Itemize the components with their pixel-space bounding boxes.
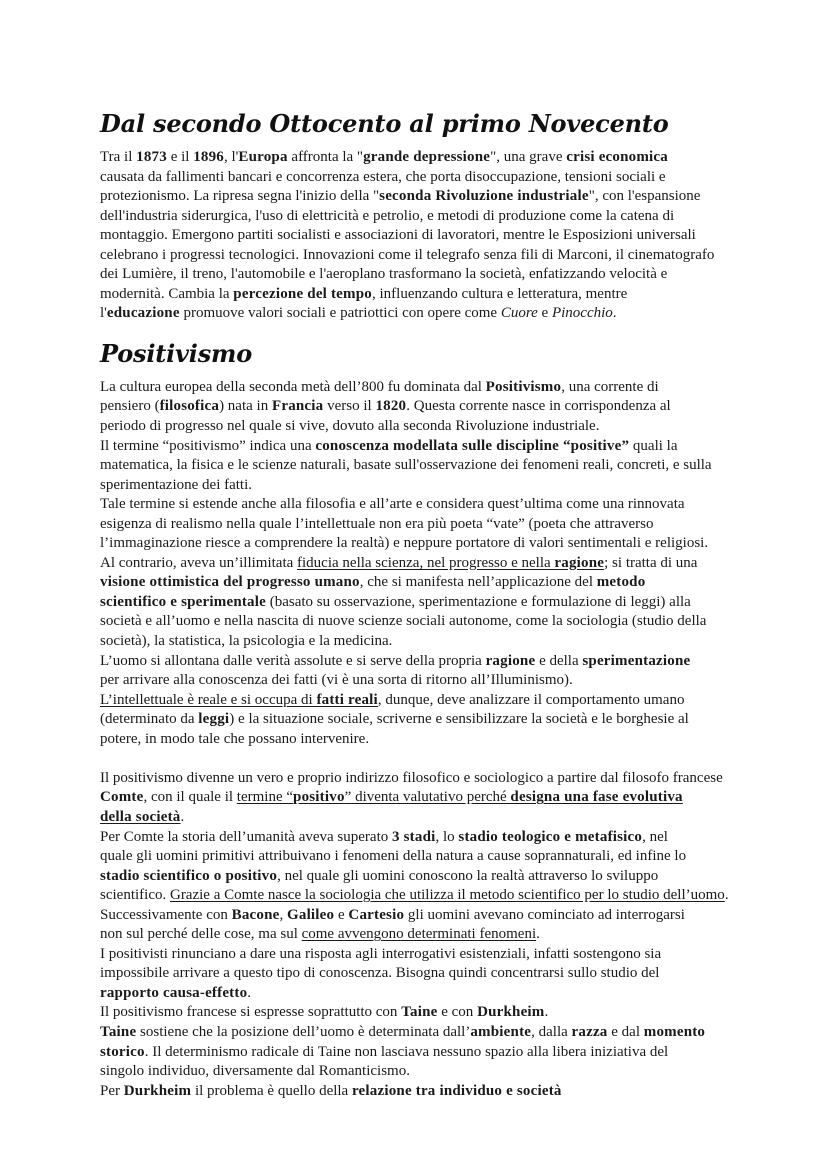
text-line bbox=[100, 984, 740, 1004]
bold-text: Comte bbox=[100, 789, 144, 806]
text-run: , una corrente di bbox=[561, 378, 659, 395]
underlined-text: fiducia nella scienza, nel progresso e nella bbox=[297, 554, 555, 571]
paragraph bbox=[100, 378, 740, 1101]
bold-text: designa una fase evolutiva bbox=[510, 789, 683, 806]
bold-text: 1873 bbox=[136, 149, 167, 165]
text-line bbox=[100, 417, 740, 437]
text-run: . bbox=[724, 887, 729, 904]
text-line bbox=[100, 632, 740, 652]
text-line bbox=[100, 1003, 740, 1023]
text-run: singolo individuo, diversamente dal Romanticismo. bbox=[100, 1063, 410, 1080]
text-run: Il positivismo francese si espresse soprattutto con bbox=[100, 1004, 402, 1021]
bold-text: sperimentazione bbox=[582, 652, 691, 669]
text-run: gli uomini avevano cominciato ad interrogarsi bbox=[404, 906, 685, 923]
text-run: quale gli uomini primitivi attribuivano i fenomeni della natura a cause soprannaturali, ed infine lo bbox=[100, 848, 687, 865]
text-run: , con il quale il bbox=[143, 789, 237, 806]
bold-text: ragione bbox=[485, 652, 536, 669]
text-run: Il positivismo divenne un vero e proprio indirizzo filosofico e sociologico a partire dal filosofo francese bbox=[100, 769, 723, 786]
text-line bbox=[100, 573, 740, 593]
text-run: L’uomo si allontana dalle verità assolute e si serve della propria bbox=[100, 652, 486, 669]
text-line bbox=[100, 168, 740, 188]
bold-text: grande depressione bbox=[363, 149, 491, 165]
text-run: affronta la " bbox=[287, 149, 364, 165]
text-run: protezionismo. La ripresa segna l'inizio della " bbox=[100, 188, 380, 205]
text-run: società e all’uomo e nella nascita di nuove scienze sociali autonome, come la sociologia (studio della bbox=[100, 613, 707, 630]
text-line bbox=[100, 691, 740, 711]
text-run: esigenza di realismo nella quale l’intellettuale non era più poeta “vate” (poeta che attraverso bbox=[100, 515, 654, 532]
bold-text: Cartesio bbox=[348, 906, 405, 923]
bold-text: razza bbox=[571, 1023, 608, 1040]
text-run: , bbox=[279, 906, 287, 923]
text-run: montaggio. Emergono partiti socialisti e associazioni di lavoratori, mentre le Esposizioni universali bbox=[100, 227, 696, 244]
text-run: quali la bbox=[629, 437, 678, 454]
text-line bbox=[100, 265, 740, 285]
text-line bbox=[100, 495, 740, 515]
bold-text: crisi economica bbox=[566, 149, 668, 165]
bold-text: metodo bbox=[596, 574, 646, 591]
text-line bbox=[100, 652, 740, 672]
text-run: , dalla bbox=[531, 1023, 572, 1040]
bold-text: Positivismo bbox=[485, 378, 562, 395]
text-line bbox=[100, 207, 740, 227]
text-run: e bbox=[537, 305, 552, 322]
text-run: . bbox=[247, 984, 252, 1001]
text-line bbox=[100, 945, 740, 965]
bold-text: visione ottimistica del progresso umano bbox=[100, 574, 360, 591]
text-line bbox=[100, 534, 740, 554]
text-run: I positivisti rinunciano a dare una risposta agli interrogativi esistenziali, infatti sostengono sia bbox=[100, 945, 662, 962]
text-line bbox=[100, 671, 740, 691]
text-run: sostiene che la posizione dell’uomo è determinata dall’ bbox=[136, 1023, 471, 1040]
text-run: , influenzando cultura e letteratura, mentre bbox=[371, 285, 628, 302]
text-line bbox=[100, 1082, 740, 1102]
text-run: società), la statistica, la psicologia e la medicina. bbox=[100, 633, 393, 650]
text-run: ) nata in bbox=[219, 398, 272, 415]
text-line bbox=[100, 515, 740, 535]
text-line bbox=[100, 187, 740, 207]
text-run: Tra il bbox=[100, 149, 137, 165]
text-run: . Questa corrente nasce in corrispondenza al bbox=[406, 398, 671, 415]
text-run: sperimentazione dei fatti. bbox=[100, 476, 253, 493]
text-line bbox=[100, 886, 740, 906]
bold-text: Galileo bbox=[287, 906, 335, 923]
bold-text: Taine bbox=[100, 1023, 137, 1040]
text-run: (determinato da bbox=[100, 711, 199, 728]
text-run: , dunque, deve analizzare il comportamento umano bbox=[377, 691, 685, 708]
text-line bbox=[100, 285, 740, 305]
text-run: , lo bbox=[435, 828, 459, 845]
bold-text: ambiente bbox=[470, 1023, 532, 1040]
bold-text: 3 stadi bbox=[392, 828, 436, 845]
text-run: . Il determinismo radicale di Taine non lasciava nessuno spazio alla libera iniziativa del bbox=[144, 1043, 669, 1060]
text-line bbox=[100, 769, 740, 789]
text-line bbox=[100, 612, 740, 632]
bold-text: filosofica bbox=[159, 398, 220, 415]
text-run: e bbox=[334, 906, 349, 923]
text-line bbox=[100, 906, 740, 926]
text-run: ; si tratta di una bbox=[604, 554, 698, 571]
text-run: pensiero ( bbox=[100, 398, 160, 415]
bold-text: rapporto causa-effetto bbox=[100, 984, 248, 1001]
text-line bbox=[100, 867, 740, 887]
text-line bbox=[100, 808, 740, 828]
bold-text: ragione bbox=[554, 554, 605, 571]
text-run: dei Lumière, il treno, l'automobile e l'aeroplano trasformano la società, enfatizzando velocità e bbox=[100, 266, 668, 283]
paragraph bbox=[100, 148, 740, 324]
text-line bbox=[100, 456, 740, 476]
text-line bbox=[100, 378, 740, 398]
text-run: Tale termine si estende anche alla filosofia e all’arte e considera quest’ultima come una rinnovata bbox=[100, 496, 685, 513]
underlined-text: L’intellettuale è reale e si occupa di bbox=[100, 691, 317, 708]
text-run: causata da fallimenti bancari e concorrenza estera, che porta disoccupazione, tensioni sociali e bbox=[100, 168, 666, 185]
text-run: matematica, la fisica e le scienze naturali, basate sull'osservazione dei fenomeni reali, concreti, e sulla bbox=[100, 457, 712, 474]
text-run: celebrano i progressi tecnologici. Innovazioni come il telegrafo senza fili di Marconi, il cinematografo bbox=[100, 246, 715, 263]
text-run: . bbox=[612, 305, 617, 322]
text-line bbox=[100, 710, 740, 730]
text-run: per arrivare alla conoscenza dei fatti (vi è una sorta di ritorno all’Illuminismo). bbox=[100, 672, 573, 689]
text-line bbox=[100, 730, 740, 750]
bold-text: 1896 bbox=[193, 149, 224, 165]
bold-text: percezione del tempo bbox=[233, 285, 372, 302]
bold-text: relazione tra individuo e società bbox=[351, 1082, 562, 1099]
text-line bbox=[100, 964, 740, 984]
text-run: il problema è quello della bbox=[191, 1082, 352, 1099]
bold-text: fatti reali bbox=[316, 691, 378, 708]
text-line bbox=[100, 437, 740, 457]
text-run: Il termine “positivismo” indica una bbox=[100, 437, 316, 454]
bold-text: stadio scientifico o positivo bbox=[100, 867, 278, 884]
bold-text: Bacone bbox=[231, 906, 280, 923]
text-run: , l' bbox=[224, 149, 239, 165]
text-line bbox=[100, 1062, 740, 1082]
text-line bbox=[100, 226, 740, 246]
text-run: Successivamente con bbox=[100, 906, 232, 923]
text-line bbox=[100, 925, 740, 945]
text-line bbox=[100, 246, 740, 266]
document-page bbox=[100, 106, 740, 1101]
section-heading: Positivismo bbox=[100, 338, 253, 368]
text-line bbox=[100, 828, 740, 848]
bold-text: Francia bbox=[271, 398, 324, 415]
section-heading: Dal secondo Ottocento al primo Novecento bbox=[100, 109, 669, 138]
bold-text: storico bbox=[100, 1043, 145, 1060]
bold-text: educazione bbox=[106, 305, 180, 322]
text-run: (basato su osservazione, sperimentazione e formulazione di leggi) alla bbox=[265, 593, 691, 610]
bold-text: stadio teologico e metafisico bbox=[458, 828, 643, 845]
text-run: Per bbox=[100, 1082, 124, 1099]
text-run: e della bbox=[535, 652, 583, 669]
text-run: scientifico. bbox=[100, 887, 170, 904]
text-run: La cultura europea della seconda metà dell’800 fu dominata dal bbox=[100, 378, 486, 395]
text-line bbox=[100, 749, 740, 769]
bold-text: leggi bbox=[198, 711, 230, 728]
text-line bbox=[100, 788, 740, 808]
text-line bbox=[100, 593, 740, 613]
underlined-text: termine “ bbox=[236, 789, 294, 806]
text-run: promuove valori sociali e patriottici con opere come bbox=[179, 305, 501, 322]
text-run: ", con l'espansione bbox=[588, 188, 701, 205]
text-run: e con bbox=[437, 1004, 478, 1021]
bold-text: Durkheim bbox=[477, 1004, 545, 1021]
text-run: l' bbox=[100, 305, 107, 322]
bold-text: Taine bbox=[401, 1004, 438, 1021]
text-run: ", una grave bbox=[490, 149, 567, 165]
italic-text: Pinocchio bbox=[551, 305, 613, 322]
text-run: . bbox=[544, 1004, 549, 1021]
bold-text: Europa bbox=[238, 149, 288, 165]
text-run: non sul perché delle cose, ma sul bbox=[100, 926, 302, 943]
text-line bbox=[100, 1043, 740, 1063]
text-run: , nel quale gli uomini conoscono la realtà attraverso lo sviluppo bbox=[277, 867, 659, 884]
text-run: periodo di progresso nel quale si vive, dovuto alla seconda Rivoluzione industriale. bbox=[100, 418, 600, 435]
text-run: , nel bbox=[642, 828, 668, 845]
bold-text: momento bbox=[643, 1023, 706, 1040]
text-run: . bbox=[536, 926, 540, 943]
text-run: impossibile arrivare a questo tipo di conoscenza. Bisogna quindi concentrarsi sullo studio del bbox=[100, 965, 660, 982]
bold-text: scientifico e sperimentale bbox=[100, 593, 266, 610]
italic-text: Cuore bbox=[500, 305, 538, 322]
text-line bbox=[100, 148, 740, 168]
text-run: l’immaginazione riesce a comprendere la realtà) e neppure portatore di valori sentimentali e religiosi. bbox=[100, 535, 709, 552]
text-run: e il bbox=[166, 149, 194, 165]
text-run: potere, in modo tale che possano intervenire. bbox=[100, 730, 370, 747]
text-run: verso il bbox=[323, 398, 376, 415]
bold-text: positivo bbox=[293, 789, 345, 806]
text-run: . bbox=[180, 808, 185, 825]
text-line bbox=[100, 847, 740, 867]
bold-text: 1820 bbox=[375, 398, 407, 415]
underlined-text: come avvengono determinati fenomeni bbox=[301, 926, 537, 943]
text-run: dell'industria siderurgica, l'uso di elettricità e petrolio, e metodi di produzione come la catena di bbox=[100, 207, 675, 224]
text-line bbox=[100, 397, 740, 417]
bold-text: della società bbox=[100, 808, 181, 825]
text-run: Per Comte la storia dell’umanità aveva superato bbox=[100, 828, 392, 845]
underlined-text: Grazie a Comte nasce la sociologia che utilizza il metodo scientifico per lo studio dell’uomo bbox=[169, 887, 725, 904]
text-run: ) e la situazione sociale, scriverne e sensibilizzare la società e le borghesie al bbox=[229, 711, 689, 728]
text-line bbox=[100, 304, 740, 324]
underlined-text: ” diventa valutativo perché bbox=[344, 789, 511, 806]
bold-text: conoscenza modellata sulle discipline “positive” bbox=[315, 437, 630, 454]
text-line bbox=[100, 1023, 740, 1043]
bold-text: Durkheim bbox=[123, 1082, 192, 1099]
text-line bbox=[100, 476, 740, 496]
text-run: , che si manifesta nell’applicazione del bbox=[359, 574, 597, 591]
text-run: modernità. Cambia la bbox=[100, 285, 234, 302]
text-line bbox=[100, 554, 740, 574]
text-run: e dal bbox=[607, 1023, 644, 1040]
bold-text: seconda Rivoluzione industriale bbox=[379, 188, 589, 205]
text-run: Al contrario, aveva un’illimitata bbox=[100, 554, 298, 571]
